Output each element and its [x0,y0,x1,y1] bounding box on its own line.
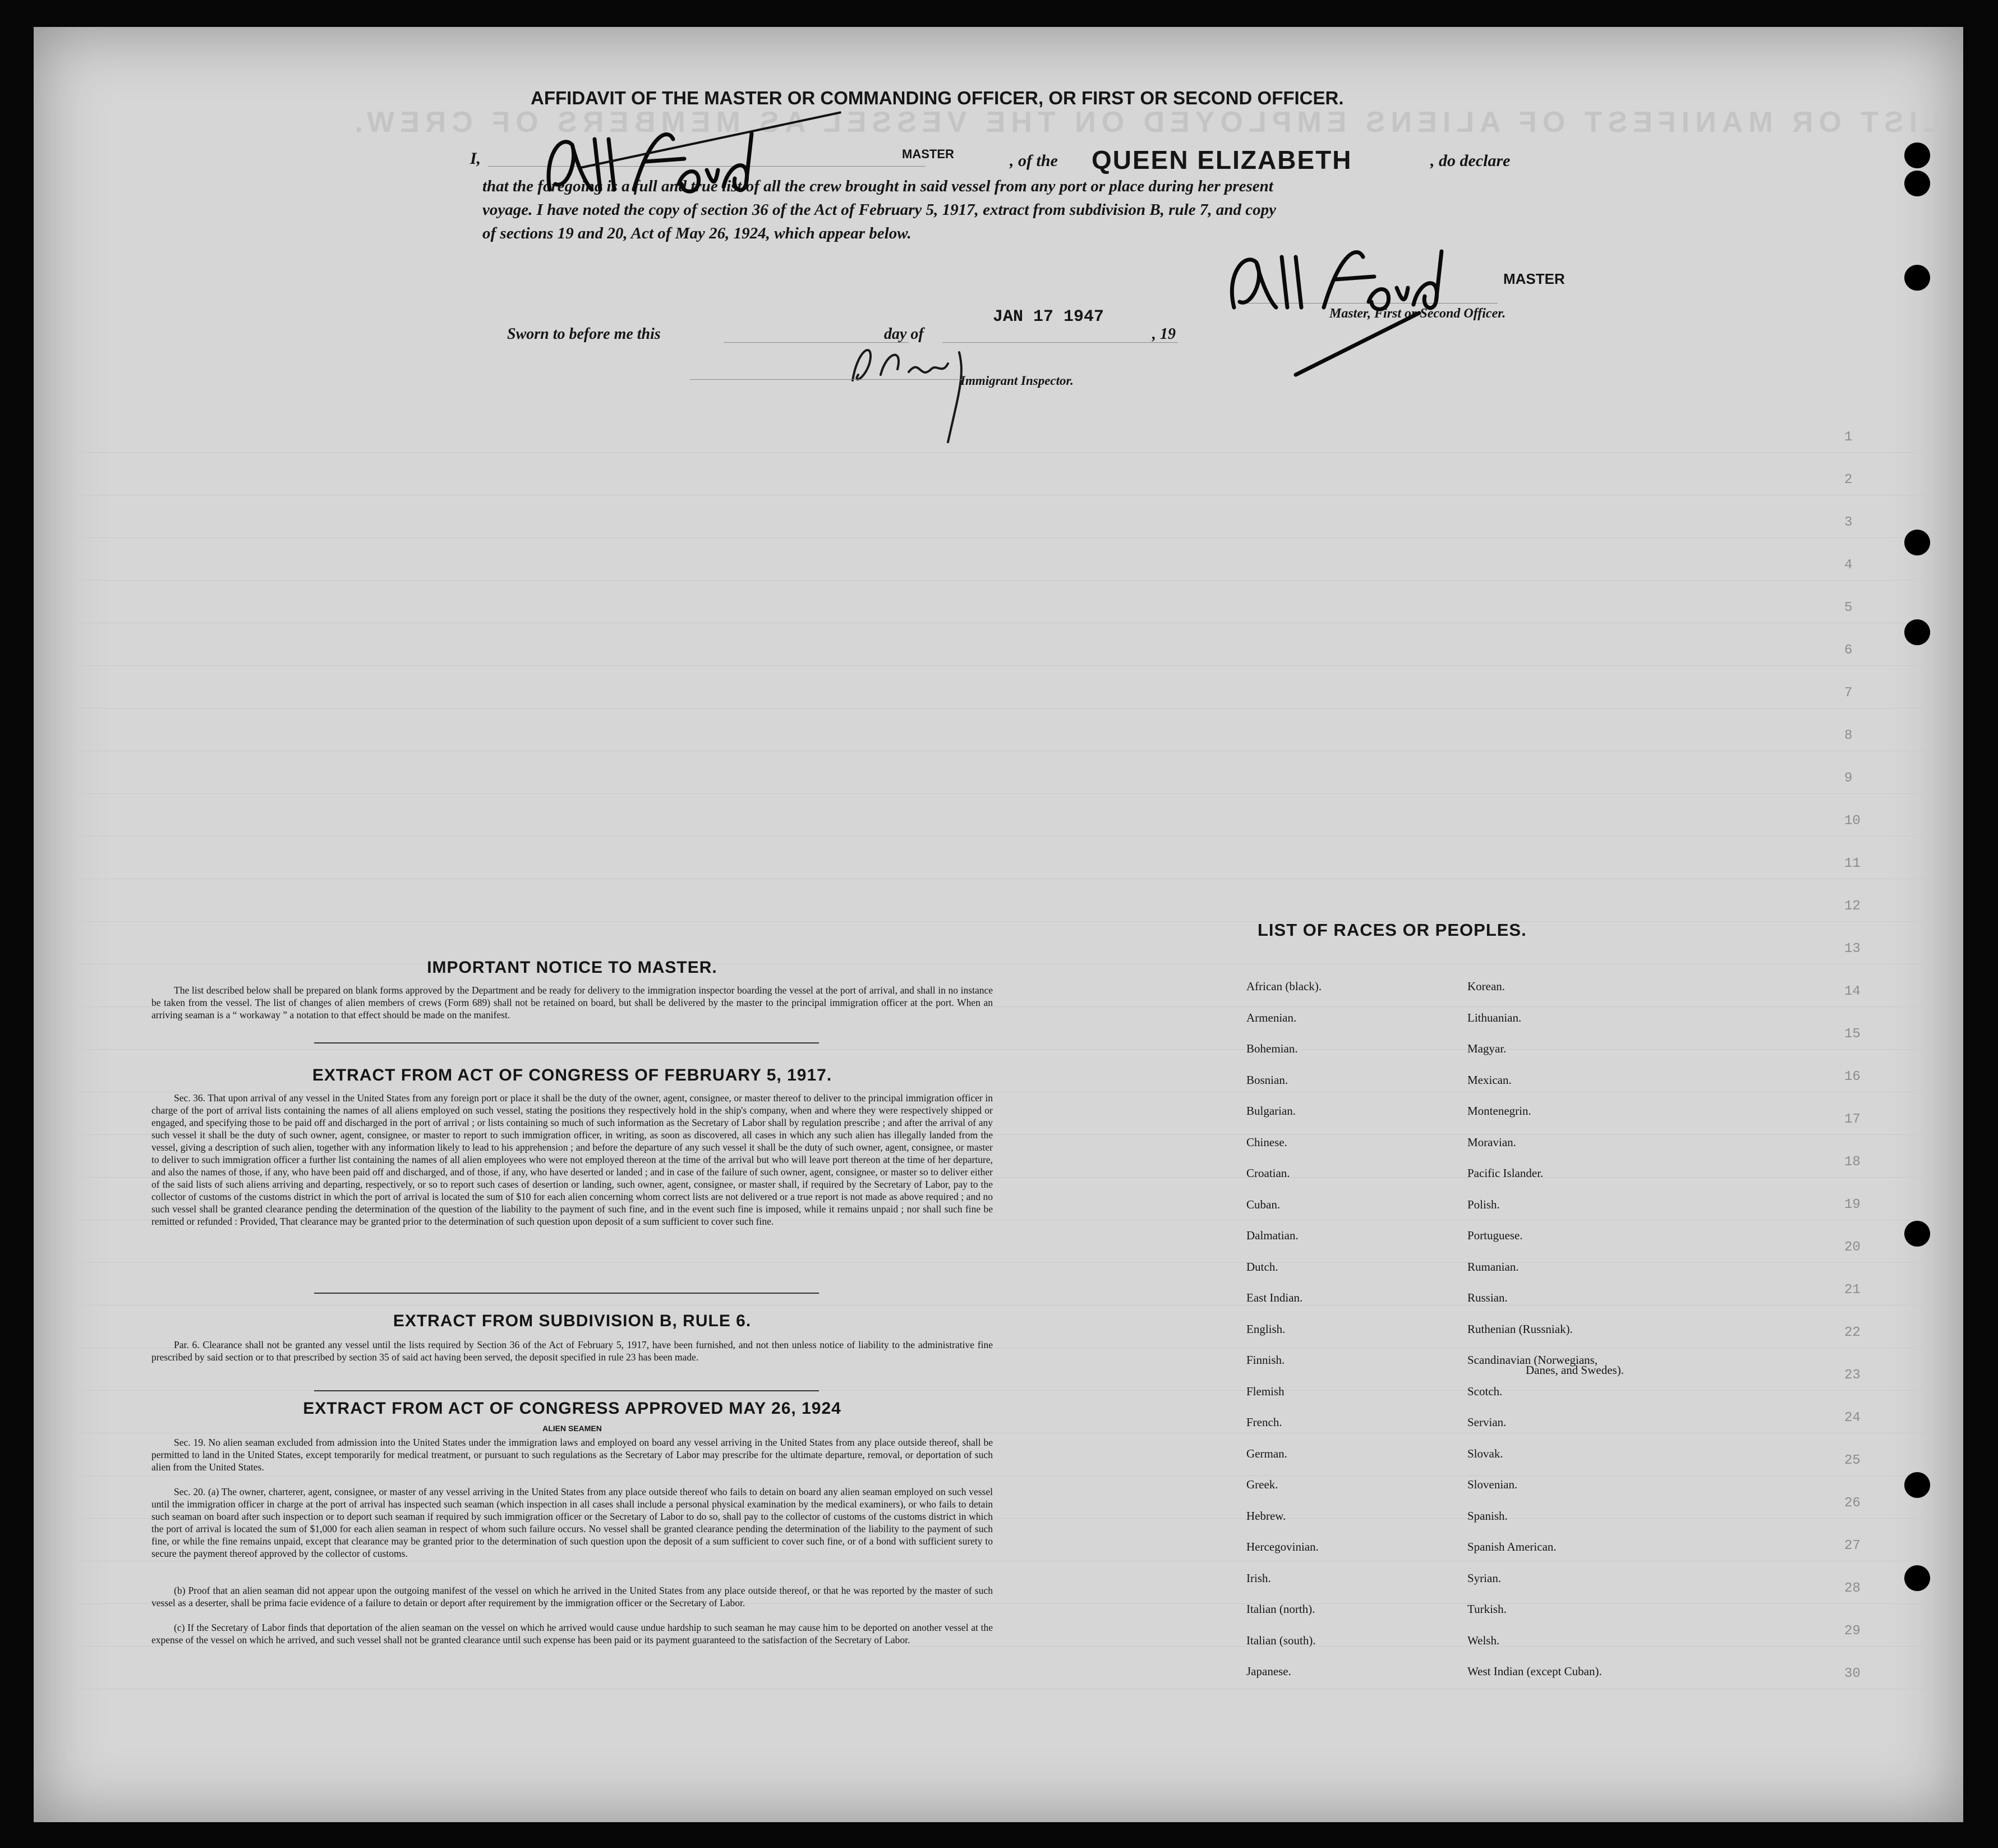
extract-rule6-title: EXTRACT FROM SUBDIVISION B, RULE 6. [393,1312,752,1330]
extract-1924-title: EXTRACT FROM ACT OF CONGRESS APPROVED MAY 26, 1924 [303,1399,841,1418]
master-label: MASTER [902,147,954,161]
manifest-page [34,27,1963,1822]
rule-1 [314,1042,819,1043]
race-item: Korean. [1467,980,1506,993]
bleed-row-number: 30 [1844,1666,1861,1681]
master-title: MASTER [1503,270,1565,287]
bleed-row-number: 18 [1844,1155,1861,1170]
extract-1917-body: Sec. 36. That upon arrival of any vessel in the United States from any foreign port or place it shall be the duty of the owner, agent, consignee, or master thereof to deliver to the principal immigration officer in charge of the port of arrival lists containing the names of all aliens employed on such vessel, stating the positions they respectively hold in the ship's company, when and where they were respectively shipped or engaged, and specifying those to be paid off and discharged in the port of arrival ; or lists containing so much of such information as the Secretary of Labor shall by regulation prescribe ; and after the arrival of any such vessel it shall be the duty of such owner, agent, consignee, or master to report to such immigration officer, in writing, as soon as discovered, all cases in which any such alien has illegally landed from the vessel, giving a description of such alien, together with any information likely to lead to his apprehension ; and before the departure of any such vessel it shall be the duty of such owner, agent, consignee, or master to deliver to such immigration officer a further list containing the names of all alien employees who were not employed thereon at the time of the arrival but who will leave port thereon at the time of her departure, and also the names of those, if any, who have been paid off and discharged, and of those, if any, who have deserted or landed ; and in case of the failure of such owner, agent, consignee, or master so to deliver either of the said lists of such aliens arriving and departing, respectively, or so to report such cases of desertion or landing, such owner, agent, consignee, or master shall, if required by the Secretary of Labor, pay to the collector of customs of the customs district in which the port of arrival is located the sum of $10 for each alien concerning whom correct lists are not delivered or a true report is not made as above required ; and no such vessel shall be granted clearance pending the determination of the question of the liability to the payment of such fine, and in the event such fine is imposed, while it remains unpaid ; nor shall such fine be remitted or refunded : Provided, That clearance may be granted prior to the determination of such question upon deposit of a sum sufficient to cover such fine. [151,1092,993,1227]
race-item: Croatian. [1246,1166,1290,1180]
bleed-row-number: 17 [1844,1112,1861,1127]
bleed-row-number: 23 [1844,1368,1861,1383]
race-item: Welsh. [1467,1633,1500,1647]
punch-hole [1904,1472,1930,1498]
race-item: Spanish American. [1467,1540,1557,1553]
race-item: Greek. [1246,1478,1278,1491]
race-item: Pacific Islander. [1467,1166,1544,1180]
punch-hole [1904,530,1930,555]
race-item: German. [1246,1446,1287,1460]
inspector-sign-line [690,379,982,380]
notice-title: IMPORTANT NOTICE TO MASTER. [427,958,717,977]
bleed-row-line [79,452,1930,453]
race-item: Russian. [1467,1291,1508,1304]
race-item: Ruthenian (Russniak). [1467,1322,1573,1336]
declare-label: , do declare [1430,151,1511,170]
race-item: Rumanian. [1467,1259,1519,1274]
race-item: Flemish [1246,1384,1285,1398]
bleed-through-title: LIST OR MANIFEST OF ALIENS EMPLOYED ON THE VESSEL AS MEMBERS OF CREW. [349,106,1941,139]
bleed-row-number: 9 [1844,771,1853,786]
ship-name: QUEEN ELIZABETH [1092,145,1352,174]
bleed-row-line [79,1646,1930,1647]
bleed-row-number: 8 [1844,728,1853,743]
of-the-label: , of the [1010,151,1058,170]
master-signature-2 [1217,240,1486,386]
affidavit-line-3: voyage. I have noted the copy of section 36 of the Act of February 5, 1917, extract from subdivision B, rule 7, and copy [482,201,1276,219]
bleed-row-number: 6 [1844,643,1853,658]
bleed-row-number: 7 [1844,686,1853,701]
punch-hole [1904,619,1930,645]
race-item: Scandinavian (Norwegians, [1467,1353,1598,1367]
race-item: Polish. [1467,1197,1500,1211]
race-item: Dalmatian. [1246,1229,1299,1242]
race-item: Irish. [1246,1571,1271,1585]
race-item: Slovenian. [1467,1478,1518,1491]
date-stamp: JAN 17 1947 [993,307,1104,327]
bleed-row-line [79,580,1930,581]
race-item: Hebrew. [1246,1509,1286,1523]
affidavit-line-2: that the foregoing is a full and true list of all the crew brought in said vessel from any port or place during her present [482,177,1273,195]
race-item: Moravian. [1467,1135,1516,1149]
bleed-row-number: 21 [1844,1282,1861,1298]
race-item: Japanese. [1246,1665,1291,1678]
extract-1924-sec19: Sec. 19. No alien seaman excluded from admission into the United States under the immigration laws and employed on board any vessel arriving in the United States from any place outside thereof, shall be permitted to land in the United States, except temporarily for medical treatment, or pursuant to such regulations as the Secretary of Labor may prescribe for the ultimate departure, removal, or deportation of such alien from the United States. [151,1437,993,1473]
race-item: West Indian (except Cuban). [1467,1665,1602,1678]
sworn-day-of: day of [884,325,924,343]
race-item: Syrian. [1467,1571,1502,1585]
race-item: Italian (south). [1246,1633,1316,1647]
race-item: Finnish. [1246,1353,1285,1367]
rule-3 [314,1390,819,1391]
race-item: Italian (north). [1246,1602,1315,1616]
bleed-row-number: 22 [1844,1325,1861,1340]
punch-hole [1904,142,1930,168]
extract-1917-title: EXTRACT FROM ACT OF CONGRESS OF FEBRUARY 5, 1917. [312,1066,832,1084]
race-item: African (black). [1246,980,1322,993]
extract-1924-sec20c: (c) If the Secretary of Labor finds that deportation of the alien seaman on the vessel on which he arrived would cause undue hardship to such seaman he may cause him to be deported on another vessel at the expense of the vessel on which he arrived, and such vessel shall not be granted clearance until such expense has been paid or its payment guaranteed to the satisfaction of the Secretary of Labor. [151,1622,993,1645]
race-item: Spanish. [1467,1509,1508,1523]
race-item: Armenian. [1246,1010,1297,1024]
bleed-row-line [79,1475,1930,1476]
bleed-row-number: 12 [1844,899,1861,914]
officer-caption: Master, First or Second Officer. [1329,306,1506,321]
race-item: Magyar. [1467,1042,1507,1055]
bleed-row-number: 4 [1844,558,1853,573]
sworn-prefix: Sworn to before me this [507,325,661,343]
bleed-row-number: 28 [1844,1581,1861,1596]
bleed-row-number: 11 [1844,856,1861,871]
affidavit-title: AFFIDAVIT OF THE MASTER OR COMMANDING OFFICER, OR FIRST OR SECOND OFFICER. [531,88,1344,108]
races-right-continuation: Danes, and Swedes). [1526,1363,1624,1377]
race-item: Turkish. [1467,1602,1507,1616]
bleed-row-number: 20 [1844,1240,1861,1255]
bleed-row-line [79,921,1930,922]
bleed-row-line [79,1049,1930,1050]
race-item: French. [1246,1415,1282,1429]
bleed-row-number: 2 [1844,472,1853,488]
races-title: LIST OF RACES OR PEOPLES. [1258,920,1527,940]
race-item: Hercegovinian. [1246,1540,1319,1553]
punch-hole [1904,265,1930,291]
race-item: Dutch. [1246,1259,1278,1274]
bleed-row-number: 3 [1844,515,1853,530]
bleed-row-number: 27 [1844,1538,1861,1553]
bleed-row-line [79,537,1930,538]
bleed-row-number: 29 [1844,1624,1861,1639]
notice-body: The list described below shall be prepared on blank forms approved by the Department and be ready for delivery to the immigration inspector boarding the vessel at the port of arrival, and shall in no instance be taken from the vessel. The list of changes of alien members of crews (Form 689) shall not be retained on board, but shall be delivered by the master to the principal immigration officer at the port. When an arriving seaman is a “ workaway ” a notation to that effect should be made on the manifest. [151,985,993,1020]
race-item: Bosnian. [1246,1073,1288,1087]
race-item: Portuguese. [1467,1229,1523,1242]
bleed-row-number: 19 [1844,1197,1861,1212]
punch-hole [1904,1221,1930,1247]
bleed-row-number: 13 [1844,941,1861,957]
punch-hole [1904,1565,1930,1591]
inspector-signature [836,330,1004,453]
affidavit-i: I, [470,149,481,168]
bleed-row-number: 10 [1844,813,1861,829]
bleed-row-number: 24 [1844,1410,1861,1426]
bleed-row-line [79,793,1930,794]
bleed-row-line [79,708,1930,709]
race-item: Scotch. [1467,1384,1503,1398]
race-item: Servian. [1467,1415,1507,1429]
race-item: Slovak. [1467,1446,1503,1460]
race-item: English. [1246,1322,1286,1336]
race-item: Chinese. [1246,1135,1287,1149]
extract-1924-subtitle: ALIEN SEAMEN [542,1424,602,1433]
extract-1924-sec20a: Sec. 20. (a) The owner, charterer, agent, consignee, or master of any vessel arriving in the United States from any place outside thereof who fails to detain on board any alien seaman employed on such vessel until the immigration officer in charge at the port of arrival has inspected such seaman (which inspection in all cases shall include a personal physical examination by the medical examiners), or who fails to detain such seaman on board after such inspection or to deport such seaman if required by such immigration officer or the Secretary of Labor to do so, shall pay to the collector of customs of the customs district in which the port of arrival is located the sum of $1,000 for each alien seaman in respect of whom such failure occurs. No vessel shall be granted clearance pending the determination of the liability to the payment of such fine, or while the fine remains unpaid, except that clearance may be granted prior to the determination of such question upon the deposit of a sum sufficient to cover such fine, or of a bond with sufficient surety to secure the payment thereof approved by the collector of customs. [151,1486,993,1559]
bleed-row-number: 15 [1844,1027,1861,1042]
bleed-row-number: 5 [1844,600,1853,615]
bleed-row-number: 26 [1844,1496,1861,1511]
affidavit-line-4: of sections 19 and 20, Act of May 26, 1924, which appear below. [482,224,911,242]
sworn-year: , 19 [1152,325,1176,343]
master-signature-1 [538,122,774,212]
bleed-row-number: 25 [1844,1453,1861,1468]
race-item: Bulgarian. [1246,1104,1296,1118]
bleed-row-number: 16 [1844,1069,1861,1084]
bleed-row-line [79,1262,1930,1263]
race-item: Bohemian. [1246,1042,1298,1055]
race-item: East Indian. [1246,1291,1303,1304]
inspector-caption: Immigrant Inspector. [960,374,1074,388]
race-item: Lithuanian. [1467,1010,1522,1024]
bleed-row-line [79,665,1930,666]
punch-hole [1904,171,1930,196]
extract-rule6-body: Par. 6. Clearance shall not be granted any vessel until the lists required by Section 36 of the Act of February 5, 1917, have been furnished, and not then unless notice of liability to the administrative fine prescribed by said section or to that prescribed by section 35 of said act having been served, the deposit specified in rule 23 has been made. [151,1339,993,1363]
bleed-row-number: 14 [1844,984,1861,999]
race-item: Montenegrin. [1467,1104,1531,1118]
race-item: Cuban. [1246,1197,1281,1211]
race-item: Mexican. [1467,1073,1512,1087]
extract-1924-sec20b: (b) Proof that an alien seaman did not appear upon the outgoing manifest of the vessel on which he arrived in the United States from any place outside thereof, or that he was reported by the master of such vessel as a deserter, shall be prima facie evidence of a failure to detain or deport after requirement by the immigration officer or the Secretary of Labor. [151,1585,993,1608]
rule-2 [314,1293,819,1294]
bleed-row-number: 1 [1844,430,1853,445]
